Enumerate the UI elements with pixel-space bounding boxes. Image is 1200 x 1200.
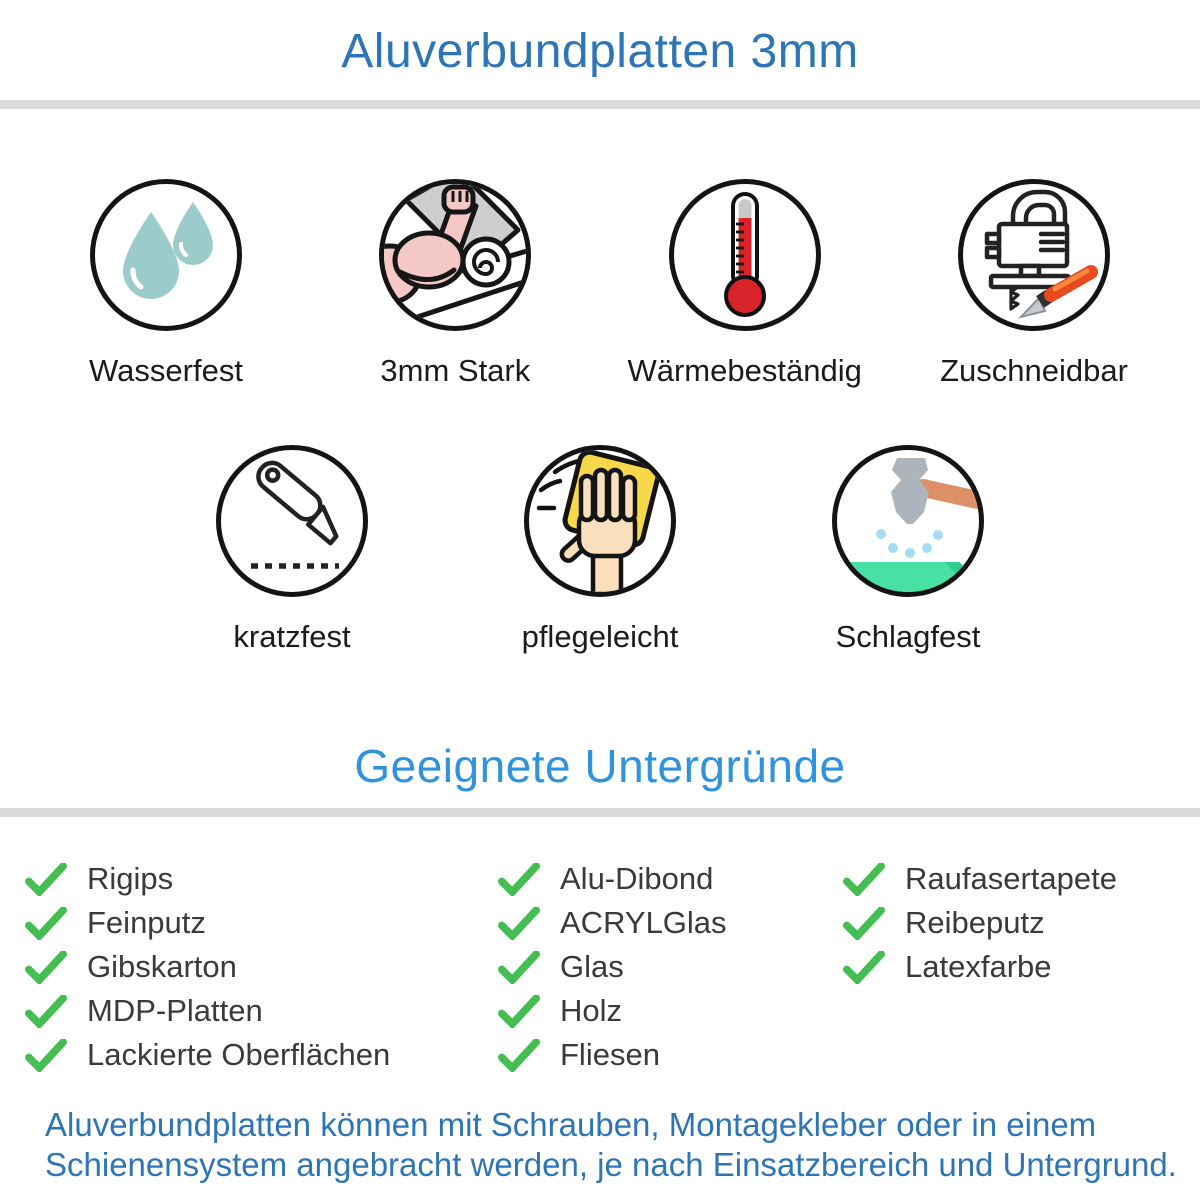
substrates-list: [0, 857, 1200, 1077]
substrate-label: ACRYLGlas: [560, 905, 727, 940]
check-icon: [498, 863, 540, 896]
feature-label: kratzfest: [233, 619, 351, 654]
footer-line-2: Schienensystem angebracht werden, je nach Einsatzbereich und Untergrund.: [45, 1146, 1177, 1184]
feature-label: Wasserfest: [89, 353, 243, 388]
feature-label: Wärmebeständig: [627, 353, 862, 388]
cleaning-hand-icon: [524, 445, 676, 597]
divider-middle: [0, 808, 1200, 817]
substrate-item: [25, 1033, 498, 1077]
substrate-item: [498, 989, 843, 1033]
check-icon: [843, 951, 885, 984]
hammer-icon: [832, 445, 984, 597]
feature-3mm-stark: [319, 179, 591, 389]
substrate-item: [25, 989, 498, 1033]
substrate-item: [498, 857, 843, 901]
substrate-item: [498, 1033, 843, 1077]
feature-waermebestaendig: [609, 179, 881, 389]
features-row-1: [0, 179, 1200, 389]
substrate-item: [25, 857, 498, 901]
substrate-item: [843, 901, 1200, 945]
thermometer-icon: [669, 179, 821, 331]
check-icon: [498, 951, 540, 984]
substrate-item: [843, 945, 1200, 989]
footer-line-1: Aluverbundplatten können mit Schrauben, Montagekleber oder in einem: [45, 1106, 1097, 1143]
substrate-item: [25, 945, 498, 989]
feature-label: pflegeleicht: [521, 619, 679, 654]
substrate-label: Rigips: [87, 861, 174, 896]
check-icon: [25, 1039, 67, 1072]
feature-pflegeleicht: [489, 445, 711, 655]
substrate-label: Fliesen: [560, 1037, 660, 1072]
substrate-label: Raufasertapete: [905, 861, 1117, 896]
feature-label: Schlagfest: [835, 619, 981, 654]
substrate-label: Gibskarton: [87, 949, 237, 984]
substrate-label: Reibeputz: [905, 905, 1045, 940]
check-icon: [498, 995, 540, 1028]
feature-schlagfest: [797, 445, 1019, 655]
substrate-item: [498, 945, 843, 989]
check-icon: [25, 907, 67, 940]
substrate-label: Feinputz: [87, 905, 206, 940]
utility-knife-icon: [216, 445, 368, 597]
check-icon: [498, 907, 540, 940]
substrate-label: Latexfarbe: [905, 949, 1052, 984]
substrate-label: Holz: [560, 993, 623, 1028]
check-icon: [498, 1039, 540, 1072]
water-drops-icon: [90, 179, 242, 331]
substrate-label: Alu-Dibond: [560, 861, 714, 896]
substrates-column-3: [843, 857, 1200, 1077]
check-icon: [25, 863, 67, 896]
substrates-column-2: [498, 857, 843, 1077]
check-icon: [25, 995, 67, 1028]
muscle-arm-icon: [379, 179, 531, 331]
features-row-2: [0, 445, 1200, 655]
substrate-label: Glas: [560, 949, 624, 984]
substrate-item: [25, 901, 498, 945]
page-title: Aluverbundplatten 3mm: [341, 25, 859, 78]
feature-label: Zuschneidbar: [940, 353, 1128, 388]
feature-zuschneidbar: [898, 179, 1170, 389]
feature-kratzfest: [181, 445, 403, 655]
check-icon: [843, 907, 885, 940]
substrate-label: MDP-Platten: [87, 993, 263, 1028]
footer-note: [45, 1105, 1200, 1186]
divider-top: [0, 100, 1200, 109]
check-icon: [25, 951, 67, 984]
feature-label: 3mm Stark: [380, 353, 531, 388]
check-icon: [843, 863, 885, 896]
section-title: Geeignete Untergründe: [354, 740, 846, 792]
substrate-item: [498, 901, 843, 945]
substrate-item: [843, 857, 1200, 901]
jigsaw-icon: [958, 179, 1110, 331]
substrate-label: Lackierte Oberflächen: [87, 1037, 391, 1072]
substrates-column-1: [25, 857, 498, 1077]
feature-wasserfest: [30, 179, 302, 389]
